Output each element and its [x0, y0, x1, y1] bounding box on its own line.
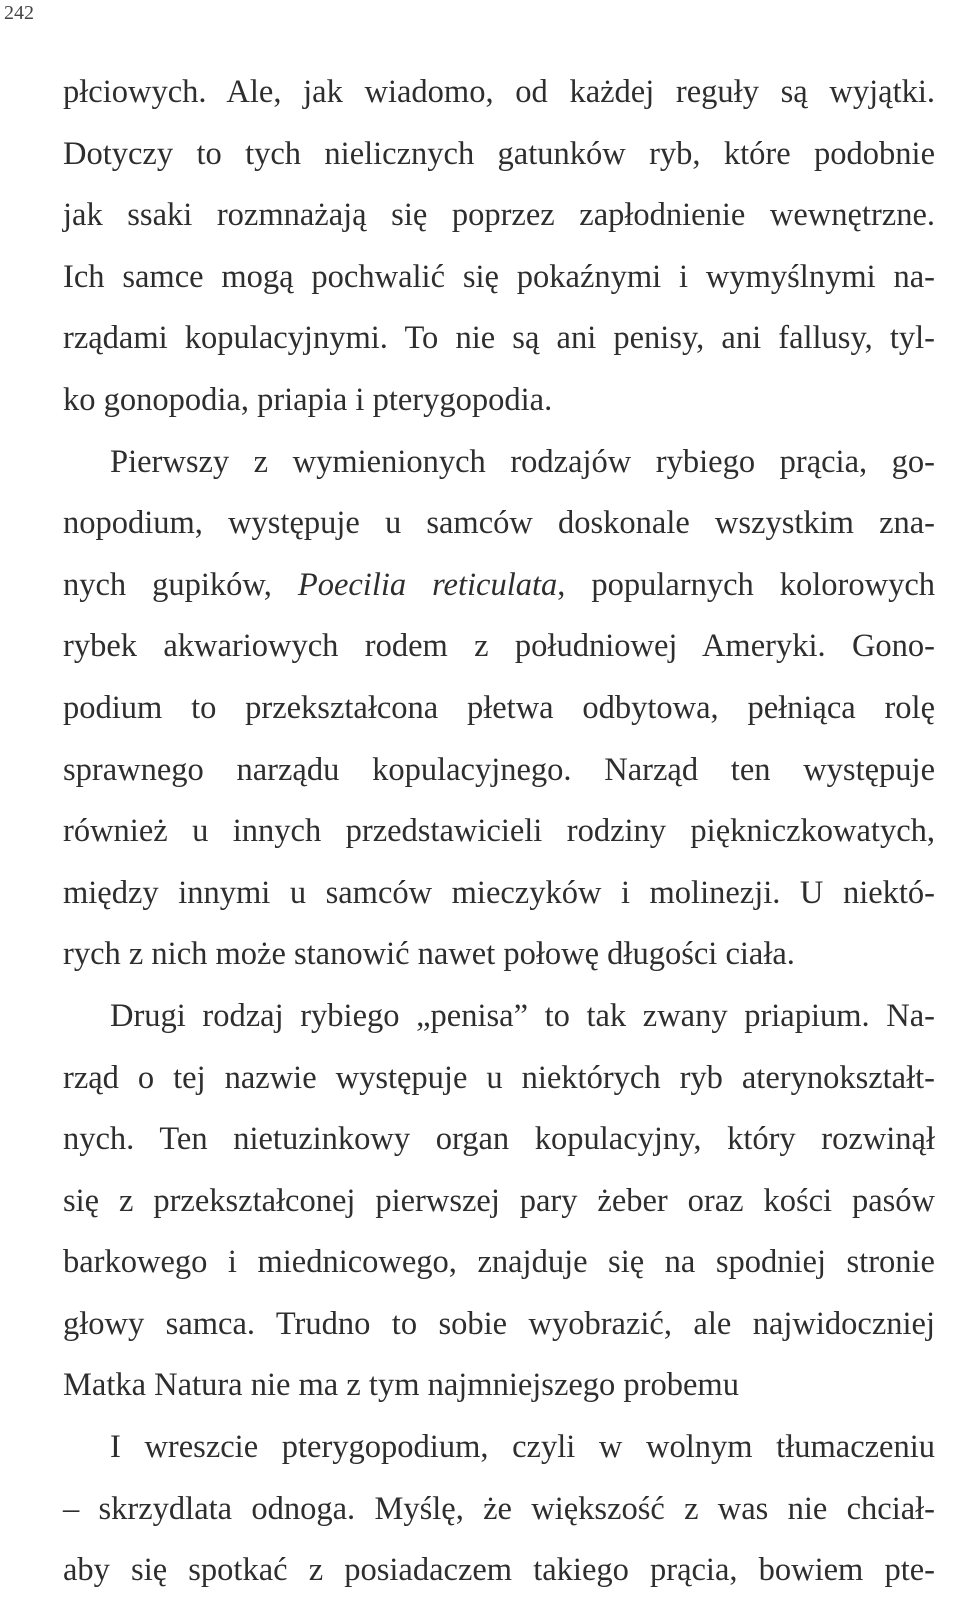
page-number: 242	[4, 2, 34, 24]
text-line: się z przekształconej pierwszej pary żeber oraz kości pasów	[63, 1182, 935, 1219]
text-line: między innymi u samców mieczyków i molinezji. U niektó-	[63, 874, 935, 911]
text-line: nych. Ten nietuzinkowy organ kopulacyjny, który rozwinął	[63, 1121, 935, 1158]
text-segment: , popularnych kolorowych	[557, 566, 935, 603]
text-line: barkowego i miednicowego, znajduje się na spodniej stronie	[63, 1244, 935, 1281]
text-segment: nych gupików,	[63, 566, 298, 603]
body-text	[63, 62, 935, 1602]
text-line: jak ssaki rozmnażają się poprzez zapłodnienie wewnętrzne.	[63, 197, 935, 234]
text-line: ko gonopodia, priapia i pterygopodia.	[63, 381, 553, 418]
text-line: aby się spotkać z posiadaczem takiego prącia, bowiem pte-	[63, 1552, 935, 1589]
text-line: rządami kopulacyjnymi. To nie są ani penisy, ani fallusy, tyl-	[63, 320, 935, 357]
text-line: I wreszcie pterygopodium, czyli w wolnym tłumaczeniu	[110, 1429, 935, 1466]
text-line: – skrzydlata odnoga. Myślę, że większość z was nie chciał-	[63, 1490, 935, 1527]
text-line: rybek akwariowych rodem z południowej Ameryki. Gono-	[63, 628, 935, 665]
text-line: rych z nich może stanowić nawet połowę długości ciała.	[63, 936, 795, 973]
text-line-with-italic	[63, 555, 935, 617]
text-line: podium to przekształcona płetwa odbytowa, pełniąca rolę	[63, 689, 935, 726]
text-line: Drugi rodzaj rybiego „penisa” to tak zwany priapium. Na-	[110, 997, 935, 1034]
text-line: Dotyczy to tych nielicznych gatunków ryb, które podobnie	[63, 135, 935, 172]
text-line: płciowych. Ale, jak wiadomo, od każdej reguły są wyjątki.	[63, 74, 935, 110]
text-line: Pierwszy z wymienionych rodzajów rybiego prącia, go-	[110, 443, 935, 480]
text-line: głowy samca. Trudno to sobie wyobrazić, ale najwidoczniej	[63, 1305, 935, 1342]
species-name-italic: Poecilia reticulata	[297, 566, 558, 603]
text-line: sprawnego narządu kopulacyjnego. Narząd ten występuje	[63, 751, 935, 788]
text-line: rząd o tej nazwie występuje u niektórych ryb aterynokształt-	[63, 1059, 935, 1096]
text-line: również u innych przedstawicieli rodziny piękniczkowatych,	[63, 813, 935, 850]
text-line: Matka Natura nie ma z tym najmniejszego probemu	[63, 1367, 739, 1404]
text-line: Ich samce mogą pochwalić się pokaźnymi i wymyślnymi na-	[63, 258, 935, 295]
text-line: nopodium, występuje u samców doskonale wszystkim zna-	[63, 505, 935, 542]
